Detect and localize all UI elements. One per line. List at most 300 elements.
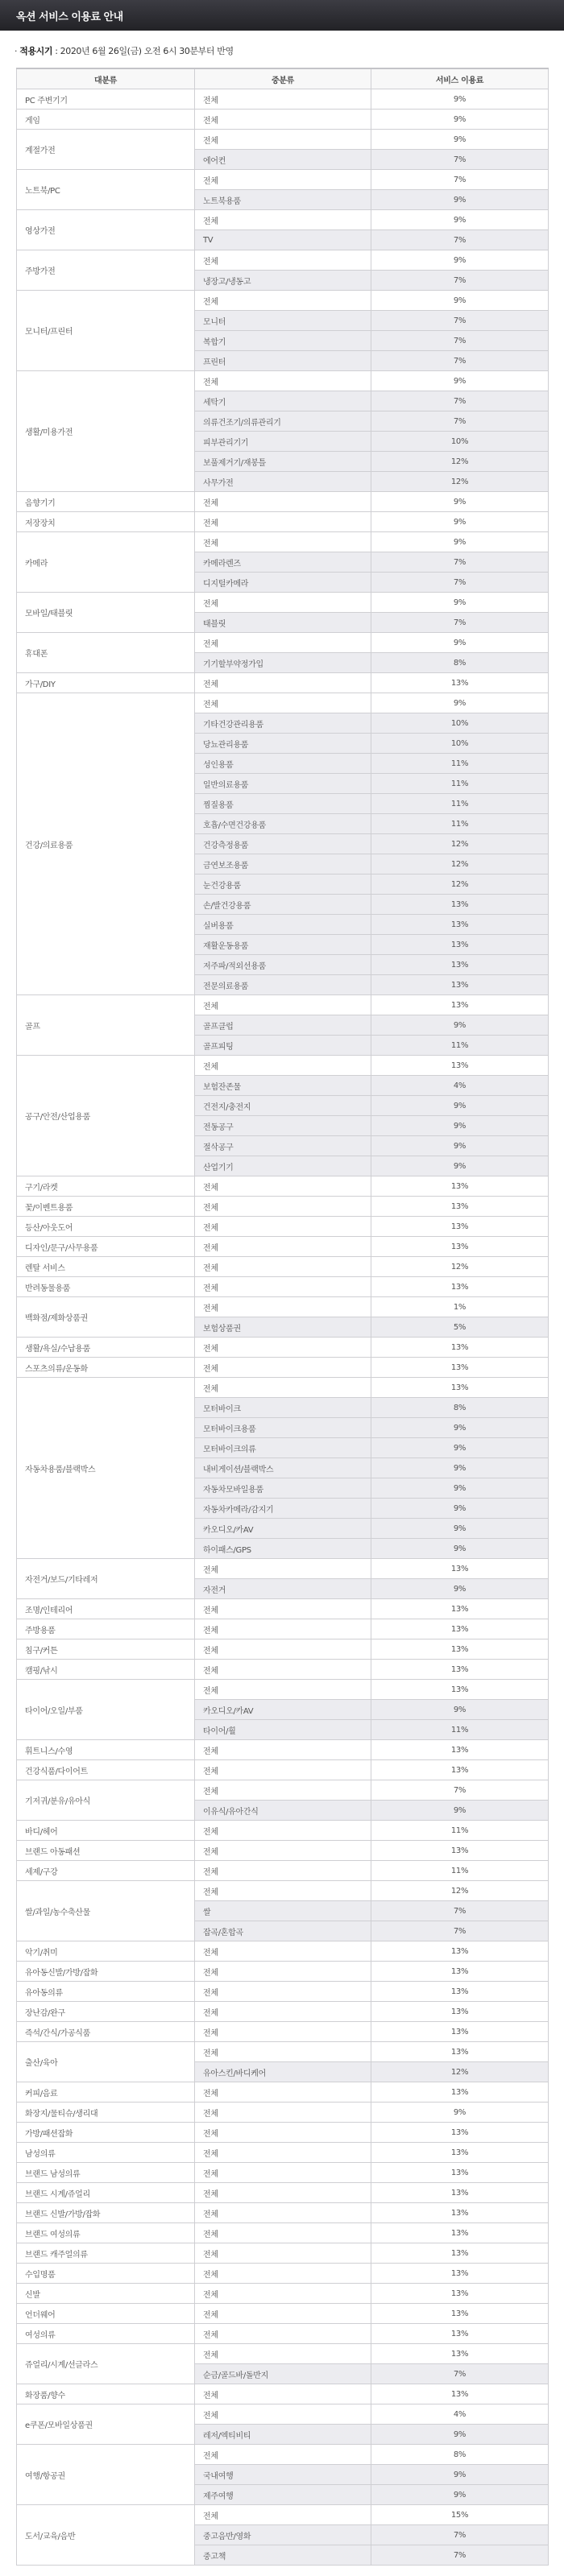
category-cell: 생활/욕실/수납용품 xyxy=(17,1338,195,1358)
subcategory-cell: 전체 xyxy=(195,2203,371,2223)
fee-rate-cell: 9% xyxy=(371,1116,549,1136)
fee-rate-cell: 9% xyxy=(371,2425,549,2445)
fee-rate-cell: 9% xyxy=(371,2485,549,2505)
subcategory-cell: 전체 xyxy=(195,1841,371,1861)
subcategory-cell: 중고음반/영화 xyxy=(195,2525,371,2545)
table-row xyxy=(17,1619,549,1639)
table-row xyxy=(17,492,549,512)
fee-rate-cell: 9% xyxy=(371,492,549,512)
fee-rate-cell: 13% xyxy=(371,1277,549,1297)
category-cell: 휴대폰 xyxy=(17,633,195,673)
table-row xyxy=(17,1881,549,1901)
subcategory-cell: 타이어/휠 xyxy=(195,1720,371,1740)
table-row xyxy=(17,2384,549,2404)
table-row xyxy=(17,1559,549,1579)
category-cell: 자전거/보드/기타레저 xyxy=(17,1559,195,1599)
subcategory-cell: 전체 xyxy=(195,1982,371,2002)
fee-rate-cell: 13% xyxy=(371,2384,549,2404)
table-row xyxy=(17,2042,549,2062)
subcategory-cell: 피부관리기기 xyxy=(195,432,371,452)
table-row xyxy=(17,2404,549,2425)
fee-rate-cell: 9% xyxy=(371,2465,549,2485)
table-row xyxy=(17,2324,549,2344)
table-row xyxy=(17,2243,549,2264)
category-cell: 저장장치 xyxy=(17,512,195,532)
subcategory-cell: 전체 xyxy=(195,1338,371,1358)
subcategory-cell: 전체 xyxy=(195,673,371,693)
table-row xyxy=(17,673,549,693)
subcategory-cell: 호흡/수면건강용품 xyxy=(195,814,371,834)
subcategory-cell: 전문의료용품 xyxy=(195,975,371,995)
fee-rate-cell: 13% xyxy=(371,1660,549,1680)
fee-rate-cell: 10% xyxy=(371,432,549,452)
subcategory-cell: 전체 xyxy=(195,1962,371,1982)
effective-date-notice xyxy=(15,44,234,57)
subcategory-cell: 찜질용품 xyxy=(195,794,371,814)
fee-rate-cell: 9% xyxy=(371,1136,549,1156)
subcategory-cell: 전체 xyxy=(195,2304,371,2324)
fee-rate-cell: 9% xyxy=(371,1579,549,1599)
fee-rate-cell: 11% xyxy=(371,794,549,814)
page-header xyxy=(0,0,564,31)
table-row xyxy=(17,1962,549,1982)
category-cell: 꽃/이벤트용품 xyxy=(17,1197,195,1217)
table-row xyxy=(17,1861,549,1881)
table-row xyxy=(17,1639,549,1660)
category-cell: 골프 xyxy=(17,995,195,1056)
table-row xyxy=(17,532,549,552)
table-row xyxy=(17,1237,549,1257)
subcategory-cell: 전체 xyxy=(195,170,371,190)
service-fee-table xyxy=(16,68,549,2566)
fee-rate-cell: 7% xyxy=(371,150,549,170)
category-cell: 모바일/태블릿 xyxy=(17,593,195,633)
table-row xyxy=(17,2264,549,2284)
category-cell: 카메라 xyxy=(17,532,195,593)
subcategory-cell: 전체 xyxy=(195,1237,371,1257)
category-cell: 여행/항공권 xyxy=(17,2445,195,2505)
subcategory-cell: 전체 xyxy=(195,1861,371,1881)
fee-rate-cell: 13% xyxy=(371,975,549,995)
table-row xyxy=(17,1599,549,1619)
category-cell: 게임 xyxy=(17,110,195,130)
fee-rate-cell: 13% xyxy=(371,2264,549,2284)
table-row xyxy=(17,2203,549,2223)
table-row xyxy=(17,2344,549,2364)
effective-date-text: 2020년 6월 26일(금) 오전 6시 30분부터 반영 xyxy=(60,46,234,56)
fee-rate-cell: 7% xyxy=(371,2525,549,2545)
subcategory-cell: 보풀제거기/재봉틀 xyxy=(195,452,371,472)
table-row xyxy=(17,1338,549,1358)
fee-rate-cell: 9% xyxy=(371,130,549,150)
table-header-row xyxy=(17,68,549,89)
fee-rate-cell: 5% xyxy=(371,1317,549,1338)
category-cell: 구기/라켓 xyxy=(17,1176,195,1197)
category-cell: 브랜드 캐주얼의류 xyxy=(17,2243,195,2264)
category-cell: 출산/육아 xyxy=(17,2042,195,2082)
subcategory-cell: 전체 xyxy=(195,2243,371,2264)
subcategory-cell: 자전거 xyxy=(195,1579,371,1599)
category-cell: 반려동물용품 xyxy=(17,1277,195,1297)
table-row xyxy=(17,1176,549,1197)
subcategory-cell: 전체 xyxy=(195,2264,371,2284)
category-cell: 수입명품 xyxy=(17,2264,195,2284)
subcategory-cell: 에어컨 xyxy=(195,150,371,170)
subcategory-cell: 전체 xyxy=(195,210,371,230)
table-row xyxy=(17,2505,549,2525)
fee-rate-cell: 13% xyxy=(371,2022,549,2042)
subcategory-cell: 보험상품권 xyxy=(195,1317,371,1338)
table-row xyxy=(17,2304,549,2324)
fee-rate-cell: 9% xyxy=(371,1438,549,1458)
subcategory-cell: 카메라렌즈 xyxy=(195,552,371,573)
subcategory-cell: 카오디오/카AV xyxy=(195,1519,371,1539)
fee-rate-cell: 9% xyxy=(371,371,549,391)
subcategory-cell: 제주여행 xyxy=(195,2485,371,2505)
category-cell: 영상가전 xyxy=(17,210,195,250)
category-cell: 가방/패션잡화 xyxy=(17,2123,195,2143)
fee-rate-cell: 13% xyxy=(371,1639,549,1660)
subcategory-cell: 전체 xyxy=(195,995,371,1015)
fee-rate-cell: 7% xyxy=(371,613,549,633)
fee-rate-cell: 13% xyxy=(371,1197,549,1217)
fee-rate-cell: 13% xyxy=(371,1982,549,2002)
subcategory-cell: 전체 xyxy=(195,1780,371,1801)
category-cell: 커피/음료 xyxy=(17,2082,195,2103)
category-cell: 브랜드 신발/가방/잡화 xyxy=(17,2203,195,2223)
subcategory-cell: 전체 xyxy=(195,693,371,713)
fee-rate-cell: 9% xyxy=(371,210,549,230)
fee-rate-cell: 9% xyxy=(371,1801,549,1821)
fee-rate-cell: 9% xyxy=(371,89,549,110)
category-cell: 자동차용품/블랙박스 xyxy=(17,1378,195,1559)
subcategory-cell: 전체 xyxy=(195,1821,371,1841)
fee-rate-cell: 7% xyxy=(371,411,549,432)
table-row xyxy=(17,2183,549,2203)
subcategory-cell: 산업기기 xyxy=(195,1156,371,1176)
fee-rate-cell: 13% xyxy=(371,915,549,935)
effective-date-label: 적용시기 xyxy=(19,46,53,56)
fee-rate-cell: 11% xyxy=(371,774,549,794)
category-cell: 스포츠의류/운동화 xyxy=(17,1358,195,1378)
subcategory-cell: 전동공구 xyxy=(195,1116,371,1136)
table-row xyxy=(17,2123,549,2143)
category-cell: 여성의류 xyxy=(17,2324,195,2344)
subcategory-cell: 전체 xyxy=(195,2163,371,2183)
column-header-fee: 서비스 이용료 xyxy=(371,68,549,89)
page-title: 옥션 서비스 이용료 안내 xyxy=(16,10,123,23)
table-row xyxy=(17,210,549,230)
fee-rate-cell: 7% xyxy=(371,552,549,573)
fee-rate-cell: 13% xyxy=(371,2284,549,2304)
subcategory-cell: 모터바이크의류 xyxy=(195,1438,371,1458)
table-body xyxy=(17,89,549,2566)
category-cell: 브랜드 아동패션 xyxy=(17,1841,195,1861)
subcategory-cell: 모니터 xyxy=(195,311,371,331)
fee-rate-cell: 13% xyxy=(371,1176,549,1197)
table-row xyxy=(17,110,549,130)
fee-rate-cell: 13% xyxy=(371,1841,549,1861)
subcategory-cell: 전체 xyxy=(195,2143,371,2163)
fee-rate-cell: 12% xyxy=(371,1257,549,1277)
fee-rate-cell: 8% xyxy=(371,653,549,673)
table-row xyxy=(17,2103,549,2123)
table-row xyxy=(17,512,549,532)
category-cell: 공구/안전/산업용품 xyxy=(17,1056,195,1176)
subcategory-cell: 성인용품 xyxy=(195,754,371,774)
fee-rate-cell: 7% xyxy=(371,331,549,351)
subcategory-cell: 하이패스/GPS xyxy=(195,1539,371,1559)
fee-rate-cell: 7% xyxy=(371,271,549,291)
subcategory-cell: 전체 xyxy=(195,2002,371,2022)
subcategory-cell: 전체 xyxy=(195,1056,371,1076)
table-row xyxy=(17,1197,549,1217)
category-cell: 도서/교육/음반 xyxy=(17,2505,195,2566)
fee-rate-cell: 12% xyxy=(371,2062,549,2082)
fee-rate-cell: 11% xyxy=(371,1036,549,1056)
category-cell: 브랜드 여성의류 xyxy=(17,2223,195,2243)
fee-rate-cell: 7% xyxy=(371,573,549,593)
table-row xyxy=(17,2082,549,2103)
subcategory-cell: 프린터 xyxy=(195,351,371,371)
table-row xyxy=(17,1780,549,1801)
fee-rate-cell: 13% xyxy=(371,1941,549,1962)
subcategory-cell: 전체 xyxy=(195,1881,371,1901)
category-cell: 건강/의료용품 xyxy=(17,693,195,995)
fee-rate-cell: 9% xyxy=(371,1418,549,1438)
table-row xyxy=(17,1660,549,1680)
subcategory-cell: 국내여행 xyxy=(195,2465,371,2485)
subcategory-cell: 전체 xyxy=(195,250,371,271)
subcategory-cell: 실버용품 xyxy=(195,915,371,935)
fee-rate-cell: 9% xyxy=(371,1478,549,1499)
subcategory-cell: 전체 xyxy=(195,1760,371,1780)
subcategory-cell: 눈건강용품 xyxy=(195,875,371,895)
fee-rate-cell: 13% xyxy=(371,995,549,1015)
category-cell: 바디/헤어 xyxy=(17,1821,195,1841)
fee-rate-cell: 13% xyxy=(371,2223,549,2243)
fee-rate-cell: 11% xyxy=(371,1720,549,1740)
category-cell: 주방가전 xyxy=(17,250,195,291)
subcategory-cell: 이유식/유아간식 xyxy=(195,1801,371,1821)
subcategory-cell: 순금/골드바/돌반지 xyxy=(195,2364,371,2384)
table-row xyxy=(17,1821,549,1841)
category-cell: 브랜드 시계/쥬얼리 xyxy=(17,2183,195,2203)
subcategory-cell: 전체 xyxy=(195,1599,371,1619)
table-row xyxy=(17,2143,549,2163)
subcategory-cell: 전체 xyxy=(195,1740,371,1760)
subcategory-cell: 중고책 xyxy=(195,2545,371,2566)
category-cell: 렌탈 서비스 xyxy=(17,1257,195,1277)
table-row xyxy=(17,1217,549,1237)
fee-rate-cell: 7% xyxy=(371,1780,549,1801)
subcategory-cell: 전체 xyxy=(195,110,371,130)
category-cell: 남성의류 xyxy=(17,2143,195,2163)
subcategory-cell: 쌀 xyxy=(195,1901,371,1921)
table-row xyxy=(17,1680,549,1700)
fee-rate-cell: 7% xyxy=(371,2545,549,2566)
subcategory-cell: 전체 xyxy=(195,2284,371,2304)
fee-rate-cell: 11% xyxy=(371,814,549,834)
subcategory-cell: 전체 xyxy=(195,2022,371,2042)
category-cell: 세제/구강 xyxy=(17,1861,195,1881)
category-cell: 신발 xyxy=(17,2284,195,2304)
subcategory-cell: 내비게이션/블랙박스 xyxy=(195,1458,371,1478)
subcategory-cell: 기기할부약정가입 xyxy=(195,653,371,673)
subcategory-cell: 전체 xyxy=(195,2223,371,2243)
fee-rate-cell: 11% xyxy=(371,754,549,774)
fee-rate-cell: 13% xyxy=(371,1619,549,1639)
subcategory-cell: 전체 xyxy=(195,291,371,311)
fee-rate-cell: 9% xyxy=(371,1015,549,1036)
subcategory-cell: 복합기 xyxy=(195,331,371,351)
subcategory-cell: 전체 xyxy=(195,2082,371,2103)
table-row xyxy=(17,693,549,713)
category-cell: 계절가전 xyxy=(17,130,195,170)
fee-rate-cell: 12% xyxy=(371,834,549,854)
subcategory-cell: 전체 xyxy=(195,2445,371,2465)
category-cell: 건강식품/다이어트 xyxy=(17,1760,195,1780)
category-cell: e쿠폰/모바일상품권 xyxy=(17,2404,195,2445)
table-row xyxy=(17,2002,549,2022)
subcategory-cell: 노트북용품 xyxy=(195,190,371,210)
fee-rate-cell: 9% xyxy=(371,1539,549,1559)
subcategory-cell: 전체 xyxy=(195,1941,371,1962)
table-row xyxy=(17,2223,549,2243)
subcategory-cell: 전체 xyxy=(195,1619,371,1639)
subcategory-cell: 절삭공구 xyxy=(195,1136,371,1156)
table-row xyxy=(17,89,549,110)
subcategory-cell: 손/발건강용품 xyxy=(195,895,371,915)
fee-rate-cell: 4% xyxy=(371,1076,549,1096)
category-cell: 디자인/문구/사무용품 xyxy=(17,1237,195,1257)
fee-rate-cell: 9% xyxy=(371,1519,549,1539)
category-cell: 쥬얼리/시계/선글라스 xyxy=(17,2344,195,2384)
subcategory-cell: 전체 xyxy=(195,1277,371,1297)
fee-rate-cell: 13% xyxy=(371,2082,549,2103)
table-row xyxy=(17,1358,549,1378)
subcategory-cell: 유아스킨/바디케어 xyxy=(195,2062,371,2082)
fee-rate-cell: 13% xyxy=(371,1338,549,1358)
subcategory-cell: 전체 xyxy=(195,1639,371,1660)
subcategory-cell: 전체 xyxy=(195,1559,371,1579)
subcategory-cell: 전체 xyxy=(195,130,371,150)
column-header-category: 대분류 xyxy=(17,68,195,89)
table-row xyxy=(17,593,549,613)
category-cell: 악기/취미 xyxy=(17,1941,195,1962)
fee-rate-cell: 7% xyxy=(371,170,549,190)
fee-rate-cell: 13% xyxy=(371,1056,549,1076)
subcategory-cell: 건강측정용품 xyxy=(195,834,371,854)
fee-rate-cell: 13% xyxy=(371,1599,549,1619)
fee-rate-cell: 15% xyxy=(371,2505,549,2525)
category-cell: 백화점/제화상품권 xyxy=(17,1297,195,1338)
subcategory-cell: 모터바이크용품 xyxy=(195,1418,371,1438)
fee-rate-cell: 9% xyxy=(371,1156,549,1176)
category-cell: 언더웨어 xyxy=(17,2304,195,2324)
fee-rate-cell: 13% xyxy=(371,2324,549,2344)
fee-rate-cell: 7% xyxy=(371,1921,549,1941)
category-cell: 유아동의류 xyxy=(17,1982,195,2002)
table-row xyxy=(17,1378,549,1398)
subcategory-cell: 전체 xyxy=(195,593,371,613)
fee-rate-cell: 13% xyxy=(371,1217,549,1237)
fee-rate-cell: 13% xyxy=(371,2344,549,2364)
fee-rate-cell: 12% xyxy=(371,452,549,472)
fee-rate-cell: 13% xyxy=(371,2002,549,2022)
subcategory-cell: 전체 xyxy=(195,2123,371,2143)
fee-rate-cell: 11% xyxy=(371,1861,549,1881)
fee-rate-cell: 9% xyxy=(371,110,549,130)
table-row xyxy=(17,1257,549,1277)
subcategory-cell: 전체 xyxy=(195,89,371,110)
subcategory-cell: 전체 xyxy=(195,532,371,552)
category-cell: 타이어/오일/부품 xyxy=(17,1680,195,1740)
subcategory-cell: 전체 xyxy=(195,2324,371,2344)
category-cell: 휘트니스/수영 xyxy=(17,1740,195,1760)
fee-rate-cell: 13% xyxy=(371,2123,549,2143)
fee-rate-cell: 9% xyxy=(371,532,549,552)
subcategory-cell: 자동차카메라/감지기 xyxy=(195,1499,371,1519)
category-cell: 유아동신발/가방/잡화 xyxy=(17,1962,195,1982)
category-cell: 가구/DIY xyxy=(17,673,195,693)
fee-rate-cell: 9% xyxy=(371,1499,549,1519)
fee-rate-cell: 13% xyxy=(371,1680,549,1700)
subcategory-cell: 전체 xyxy=(195,1680,371,1700)
category-cell: 등산/아웃도어 xyxy=(17,1217,195,1237)
subcategory-cell: 당뇨관리용품 xyxy=(195,734,371,754)
subcategory-cell: TV xyxy=(195,230,371,250)
table-row xyxy=(17,633,549,653)
fee-rate-cell: 12% xyxy=(371,854,549,875)
fee-rate-cell: 13% xyxy=(371,2163,549,2183)
subcategory-cell: 전체 xyxy=(195,1176,371,1197)
subcategory-cell: 건전지/충전지 xyxy=(195,1096,371,1116)
subcategory-cell: 골프클럽 xyxy=(195,1015,371,1036)
table-row xyxy=(17,1297,549,1317)
fee-rate-cell: 9% xyxy=(371,633,549,653)
subcategory-cell: 전체 xyxy=(195,1297,371,1317)
category-cell: 조명/인테리어 xyxy=(17,1599,195,1619)
subcategory-cell: 세탁기 xyxy=(195,391,371,411)
category-cell: 모니터/프린터 xyxy=(17,291,195,371)
fee-rate-cell: 8% xyxy=(371,1398,549,1418)
subcategory-cell: 전체 xyxy=(195,492,371,512)
subcategory-cell: 전체 xyxy=(195,1660,371,1680)
fee-rate-cell: 13% xyxy=(371,2203,549,2223)
fee-rate-cell: 9% xyxy=(371,693,549,713)
subcategory-cell: 의류건조기/의류관리기 xyxy=(195,411,371,432)
fee-rate-cell: 9% xyxy=(371,250,549,271)
subcategory-cell: 보험잔존물 xyxy=(195,1076,371,1096)
fee-rate-cell: 13% xyxy=(371,1962,549,1982)
table-row xyxy=(17,2445,549,2465)
subcategory-cell: 전체 xyxy=(195,2384,371,2404)
fee-rate-cell: 13% xyxy=(371,2042,549,2062)
column-header-subcategory: 중분류 xyxy=(195,68,371,89)
subcategory-cell: 전체 xyxy=(195,2404,371,2425)
fee-rate-cell: 9% xyxy=(371,2103,549,2123)
category-cell: 장난감/완구 xyxy=(17,2002,195,2022)
subcategory-cell: 저주파/적외선용품 xyxy=(195,955,371,975)
fee-rate-cell: 13% xyxy=(371,1559,549,1579)
table-row xyxy=(17,170,549,190)
fee-rate-cell: 1% xyxy=(371,1297,549,1317)
fee-rate-cell: 13% xyxy=(371,1378,549,1398)
bullet: · xyxy=(15,46,18,56)
fee-rate-cell: 12% xyxy=(371,472,549,492)
subcategory-cell: 전체 xyxy=(195,2042,371,2062)
